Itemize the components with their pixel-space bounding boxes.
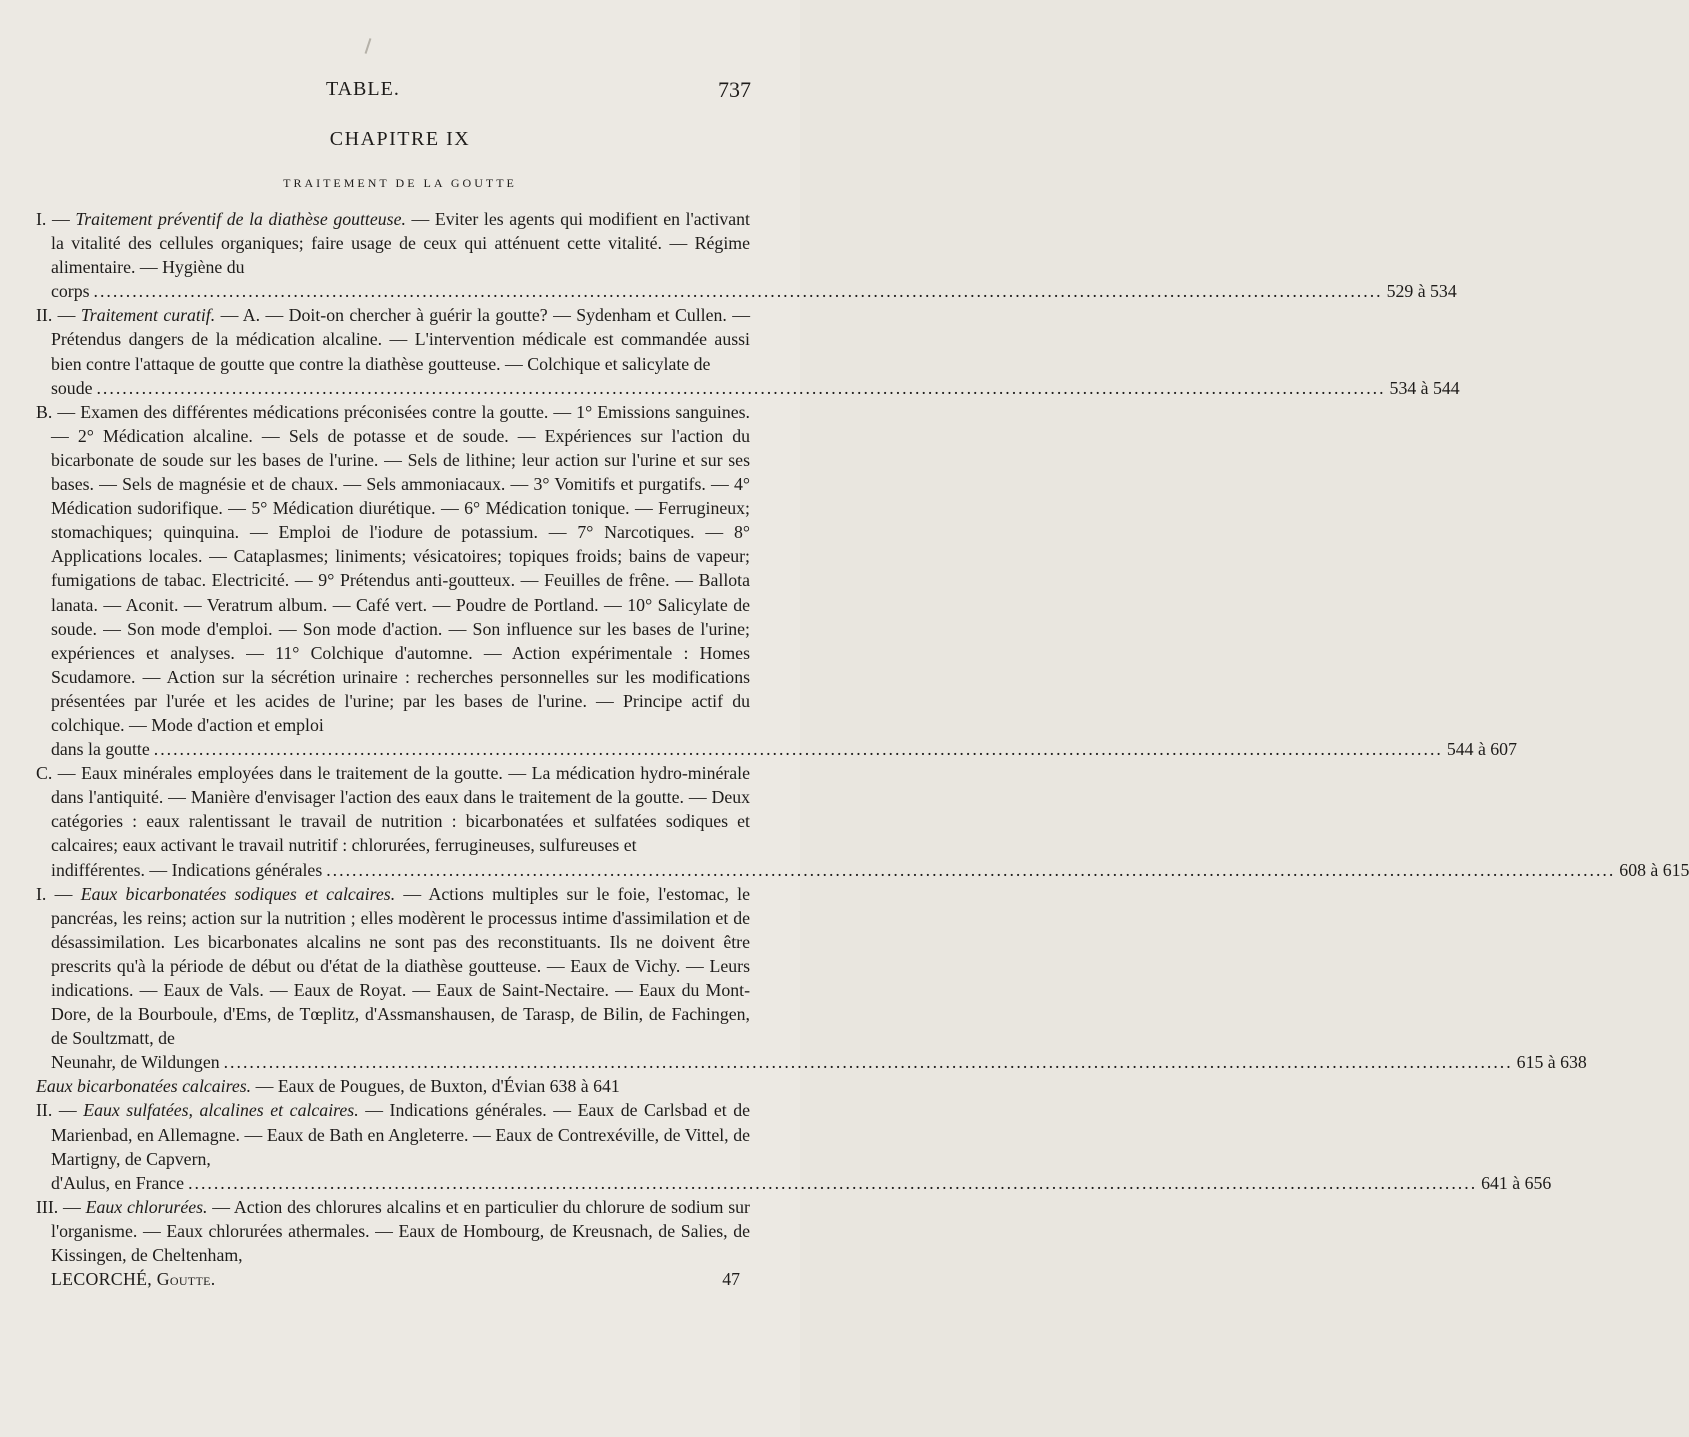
toc-entry <box>36 1074 750 1098</box>
chapter-subtitle: TRAITEMENT DE LA GOUTTE <box>283 176 517 190</box>
entry-text: — A. — Doit-on chercher à guérir la goutte? — Sydenham et Cullen. — Prétendus dangers de la médication alcaline. — L'intervention médicale est commandée aussi bien contre l'attaque de goutte que contre la diathèse goutteuse. — Colchique et salicylate de <box>51 305 751 374</box>
entry-text: Examen des différentes médications préconisées contre la goutte. — 1° Emissions sanguines. — 2° Médication alcaline. — Sels de potasse et de soude. — Expériences sur l'action du bicarbonate de soude sur les bases de l'urine. — Sels de lithine; leur action sur l'urine et sur ses bases. — Sels de magnésie et de chaux. — Sels ammoniacaux. — 3° Vomitifs et purgatifs. — 4° Médication sudorifique. — 5° Médication diurétique. — 6° Médication tonique. — Ferrugineux; stomachiques; quinquina. — Emploi de l'iodure de potassium. — 7° Narcotiques. — 8° Applications locales. — Cataplasmes; liniments; vésicatoires; topiques froids; bains de vapeur; fumigations de tabac. Electricité. — 9° Prétendus anti-goutteux. — Feuilles de frêne. — Ballota lanata. — Aconit. — Veratrum album. — Café vert. — Poudre de Portland. — 10° Salicylate de soude. — Son mode d'emploi. — Son mode d'action. — Son influence sur les bases de l'urine; expériences et analyses. — 11° Colchique d'automne. — Action expérimentale : Homes Scudamore. — Action sur la sécrétion urinaire : recherches personnelles sur les modifications présentées par l'urée et les acides de l'urine; par les bases de l'urine. — Principe actif du colchique. — Mode d'action et emploi <box>51 401 750 735</box>
entry-leader-line <box>36 737 1517 761</box>
entry-number: I. — <box>36 209 76 229</box>
entry-number: III. — <box>36 1196 86 1217</box>
entry-number: II. — <box>36 1100 84 1121</box>
table-of-contents <box>36 207 1689 1291</box>
entry-number: B. — <box>36 401 81 422</box>
entry-leader-line <box>36 1171 1552 1195</box>
entry-heading: Eaux chlorurées. <box>85 1196 208 1217</box>
running-title: TABLE. <box>326 78 400 100</box>
dot-leader: ........................................................................................................................................................................................................ <box>223 1052 1513 1073</box>
entry-heading: Traitement curatif. <box>80 305 216 326</box>
toc-entry <box>36 1195 750 1267</box>
page-range: 641 à 656 <box>1481 1172 1552 1193</box>
dot-leader: ........................................................................................................................................................................................................ <box>93 281 1383 302</box>
signature-number: 47 <box>722 1269 740 1290</box>
entry-leader-line <box>36 376 1460 400</box>
toc-entry <box>36 207 750 279</box>
entry-leader-line <box>36 1050 1587 1074</box>
entry-text: Eaux minérales employées dans le traitement de la goutte. — La médication hydro-minérale dans l'antiquité. — Manière d'envisager l'action des eaux dans le traitement de la goutte. — Deux catégories : eaux ralentissant le travail de nutrition : bicarbonatées et sulfatées sodiques et calcaires; eaux activant le travail nutritif : chlorurées, ferrugineuses, sulfureuses et <box>51 763 751 856</box>
page-range: 534 à 544 <box>1389 377 1460 398</box>
toc-entry <box>36 400 750 737</box>
entry-heading: Traitement préventif de la diathèse goutteuse. <box>75 209 406 229</box>
ink-mark <box>365 38 372 54</box>
entry-last-words: indifférentes. — Indications générales <box>51 859 323 880</box>
toc-entry <box>36 303 750 375</box>
dot-leader: ........................................................................................................................................................................................................ <box>188 1172 1478 1193</box>
author-line: LECORCHÉ, Goutte. <box>51 1269 216 1290</box>
page-range: 529 à 534 <box>1386 281 1457 302</box>
entry-number: C. — <box>36 763 82 784</box>
entry-last-words: dans la goutte <box>51 739 150 760</box>
signature-line <box>36 1267 750 1291</box>
toc-entry <box>36 761 750 857</box>
entry-last-words: corps <box>51 281 90 302</box>
page-range: 544 à 607 <box>1446 739 1517 760</box>
toc-entry <box>36 1098 750 1170</box>
entry-leader-line <box>36 858 1689 882</box>
entry-heading: Eaux bicarbonatées calcaires. <box>36 1076 252 1097</box>
entry-number: II. — <box>36 305 81 326</box>
entry-last-words: Neunahr, de Wildungen <box>51 1052 220 1073</box>
toc-entries <box>36 207 1689 1267</box>
entry-number: I. — <box>36 883 81 904</box>
page-range: 615 à 638 <box>1516 1052 1587 1073</box>
chapter-title: CHAPITRE IX <box>329 128 471 150</box>
entry-leader-line <box>36 279 1457 303</box>
entry-heading: Eaux bicarbonatées sodiques et calcaires. <box>80 883 396 904</box>
page-number: 737 <box>718 77 751 102</box>
entry-text: — Action des chlorures alcalins et en particulier du chlorure de sodium sur l'organisme. — Eaux chlorurées athermales. — Eaux de Hombourg, de Kreusnach, de Salies, de Kissingen, de Cheltenham, <box>51 1196 750 1266</box>
entry-text: — Eaux de Pougues, de Buxton, d'Évian 638 à 641 <box>251 1076 620 1097</box>
dot-leader: ........................................................................................................................................................................................................ <box>153 739 1443 760</box>
entry-heading: Eaux sulfatées, alcalines et calcaires. <box>83 1100 359 1121</box>
entry-last-words: soude <box>51 377 93 398</box>
toc-entry <box>36 882 750 1051</box>
entry-text: — Actions multiples sur le foie, l'estomac, le pancréas, les reins; action sur la nutrition ; elles modèrent le processus intime d'assimilation et de désassimilation. Les bicarbonates alcalins ne sont pas des reconstituants. Ils ne doivent être prescrits qu'à la période de début ou d'état de la diathèse goutteuse. — Eaux de Vichy. — Leurs indications. — Eaux de Vals. — Eaux de Royat. — Eaux de Saint-Nectaire. — Eaux du Mont-Dore, de la Bourboule, d'Ems, de Tœplitz, d'Assmanshausen, de Tarasp, de Bilin, de Fachingen, de Soultzmatt, de <box>51 883 750 1049</box>
dot-leader: ........................................................................................................................................................................................................ <box>326 859 1616 880</box>
dot-leader: ........................................................................................................................................................................................................ <box>96 377 1386 398</box>
entry-text: — Indications générales. — Eaux de Carlsbad et de Marienbad, en Allemagne. — Eaux de Bath en Angleterre. — Eaux de Contrexéville, de Vittel, de Martigny, de Capvern, <box>51 1100 751 1169</box>
page-range: 608 à 615 <box>1619 859 1689 880</box>
entry-text: — Eviter les agents qui modifient en l'activant la vitalité des cellules organiques; faire usage de ceux qui atténuent cette vitalité. — Régime alimentaire. — Hygiène du <box>51 209 751 278</box>
entry-last-words: d'Aulus, en France <box>51 1172 185 1193</box>
